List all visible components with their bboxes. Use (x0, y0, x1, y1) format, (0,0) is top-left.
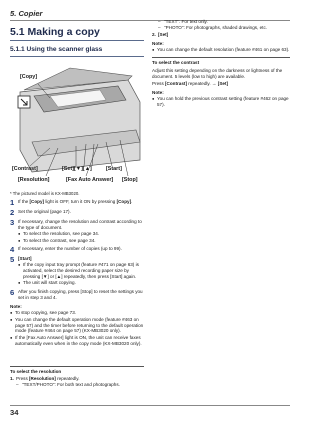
chapter-title: 5. Copier (10, 9, 43, 18)
set-key-ref: [Set] (158, 31, 169, 37)
instruction-text: repeatedly. (55, 375, 80, 381)
bullet-icon: ● (18, 262, 21, 268)
resolution-label: [Resolution] (18, 176, 50, 183)
note-item (10, 317, 144, 335)
option-text: "TEXT": For text only. (164, 18, 208, 24)
step-text: If necessary, change the resolution and contrast according to the type of document. (18, 218, 142, 230)
instruction-text: Press (16, 375, 30, 381)
right-column (152, 18, 290, 108)
resolution-section-title: To select the resolution (10, 369, 62, 374)
note-item (152, 96, 290, 108)
step-body (18, 256, 144, 287)
copy-key-ref: [Copy] (116, 198, 132, 204)
dash-icon: – (158, 25, 161, 31)
step-body (18, 199, 144, 207)
bullet-icon: ● (152, 96, 155, 102)
bullet-icon: ● (10, 310, 13, 316)
step-body: If necessary, enter the number of copies (up to 99). (18, 245, 122, 251)
resolution-key-ref: [Resolution] (29, 375, 56, 381)
note-text: If the [Fax Auto Answer] light is ON, the unit can receive faxes automatically even when in the copy mode (KX-MB3020 only). (15, 334, 142, 346)
bullet-icon: ● (18, 280, 21, 286)
contrast-body: Adjust this setting depending on the darkness or lightness of the document. 5 levels (low to high) are available. (152, 67, 283, 79)
start-key-ref: [Start] (18, 255, 32, 261)
bullet-icon: ● (18, 231, 21, 237)
note-block (10, 304, 144, 347)
note-text: You can hold the previous contrast setting (feature #462 on page 57). (157, 96, 289, 108)
step-body: Set the original (page 17). (18, 208, 71, 214)
bullet-item (18, 231, 144, 237)
contrast-section-title: To select the contrast (152, 60, 200, 66)
step-text: If the (18, 198, 30, 204)
contrast-instruction (152, 81, 290, 87)
step-3 (10, 219, 144, 244)
option-text: "PHOTO": For photographs, shaded drawings, etc. (164, 25, 268, 31)
step-number: 1 (10, 197, 15, 207)
resolution-continued (152, 19, 290, 54)
bullet-item (18, 262, 144, 280)
step-4 (10, 246, 144, 254)
resolution-step-2 (152, 32, 290, 38)
step-number: 3 (10, 217, 15, 227)
step-6 (10, 289, 144, 301)
bullet-text: To select the resolution, see page 34. (23, 231, 100, 237)
step-number: 5 (10, 254, 15, 264)
step-number: 1. (10, 375, 14, 381)
fax-auto-answer-label: [Fax Auto Answer] (66, 176, 114, 183)
step-2 (10, 209, 144, 217)
step-number: 4 (10, 244, 15, 254)
contrast-section (152, 57, 290, 108)
note-item (152, 47, 290, 53)
contrast-label: [Contrast] (12, 165, 38, 172)
set-arrows-label: [Set][▼][▲] (62, 165, 92, 172)
resolution-option (10, 382, 144, 388)
bullet-text: If the copy input tray prompt (feature #471 on page 63) is activated, select the desired recording paper size by pressing [▼] or [▲] repeatedly, then press [Start] again. (23, 262, 139, 280)
note-text: You can change the default resolution (feature #461 on page 63). (157, 47, 290, 53)
step-number: 2. (152, 31, 156, 37)
dash-icon: – (16, 382, 19, 388)
step-text: . (131, 198, 133, 204)
note-text: To stop copying, see page 73. (15, 310, 77, 316)
resolution-step-1 (10, 376, 144, 382)
bullet-item (18, 280, 144, 286)
set-key-ref: [Set] (217, 80, 229, 86)
note-title: Note: (152, 89, 164, 95)
note-item (10, 335, 144, 347)
page-number: 34 (10, 408, 19, 417)
bullet-icon: ● (152, 47, 155, 53)
copy-label: [Copy] (20, 73, 38, 80)
contrast-key-ref: [Contrast] (165, 80, 187, 86)
bullet-icon: ● (18, 237, 21, 243)
stop-label: [Stop] (122, 176, 138, 183)
footer-rule (10, 405, 290, 406)
note-title: Note: (10, 303, 22, 309)
step-body: After you finish copying, press [Stop] to reset the settings you set in step 3 and 4. (18, 288, 143, 300)
bullet-text: The unit will start copying. (23, 280, 76, 286)
note-item (10, 310, 144, 316)
step-text: light is OFF, turn it ON by pressing (44, 198, 117, 204)
bullet-icon: ● (10, 316, 13, 322)
left-column (10, 26, 144, 347)
figure-caption: * The pictured model is KX-MB3020. (10, 190, 80, 196)
bullet-icon: ● (10, 334, 13, 340)
bullet-item (18, 238, 144, 244)
instruction-text: repeatedly. → (186, 80, 218, 86)
subsection-title: 5.1.1 Using the scanner glass (10, 46, 144, 56)
step-body (18, 219, 144, 244)
section-title: 5.1 Making a copy (10, 26, 144, 41)
bullet-text: To select the contrast, see page 34. (23, 237, 96, 243)
step-number: 6 (10, 287, 15, 297)
option-text: "TEXT/PHOTO": For both text and photographs. (22, 382, 120, 388)
resolution-section (10, 366, 144, 388)
note-title: Note: (152, 40, 164, 46)
resolution-option (152, 25, 290, 31)
step-1 (10, 199, 144, 207)
scanner-glass-figure (10, 62, 144, 188)
step-5 (10, 256, 144, 287)
step-number: 2 (10, 207, 15, 217)
resolution-option (152, 19, 290, 25)
copy-key-ref: [Copy] (29, 198, 45, 204)
start-label: [Start] (106, 165, 122, 172)
dash-icon: – (158, 18, 161, 24)
note-text: You can change the default operation mode (feature #463 on page 57) and the timer before returning to the default operation mode (feature #464 on page 57) (KX-MB3020 only). (15, 316, 144, 334)
instruction-text: Press (152, 80, 166, 86)
